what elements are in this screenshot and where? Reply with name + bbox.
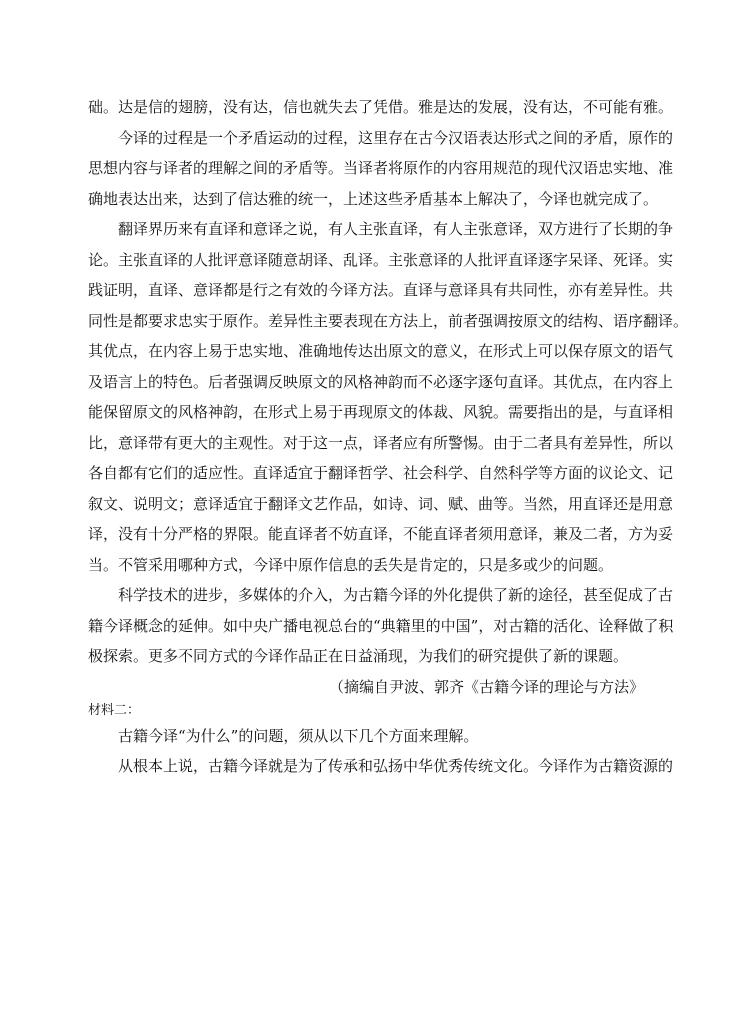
section-label: 材料二： bbox=[88, 702, 141, 718]
paragraph-line: 当。不管采用哪种方式，今译中原作信息的丢失是肯定的，只是多或少的问题。 bbox=[88, 555, 614, 574]
paragraph-line: 及语言上的特色。后者强调反映原文的风格神韵而不必逐字逐句直译。其优点，在内容上 bbox=[88, 372, 674, 391]
document-body bbox=[88, 96, 689, 786]
paragraph-line: 从根本上说，古籍今译就是为了传承和弘扬中华优秀传统文化。今译作为古籍资源的 bbox=[118, 757, 674, 775]
paragraph-line: 比，意译带有更大的主观性。对于这一点，译者应有所警惕。由于二者具有差异性，所以 bbox=[88, 433, 674, 452]
paragraph-line: 籍今译概念的延伸。如中央广播电视总台的“典籍里的中国”，对古籍的活化、诠释做了积 bbox=[88, 616, 674, 635]
paragraph-line: 论。主张直译的人批评意译随意胡译、乱译。主张意译的人批评直译逐字呆译、死译。实 bbox=[88, 250, 674, 269]
paragraph-line: 科学技术的进步，多媒体的介入，为古籍今译的外化提供了新的途径，甚至促成了古 bbox=[118, 586, 674, 604]
paragraph-line: 极探索。更多不同方式的今译作品正在日益涌现，为我们的研究提供了新的课题。 bbox=[88, 647, 629, 665]
paragraph-line: 古籍今译“为什么”的问题，须从以下几个方面来理解。 bbox=[118, 726, 479, 745]
paragraph-line: 践证明，直译、意译都是行之有效的今译方法。直译与意译具有共同性，亦有差异性。共 bbox=[88, 281, 674, 299]
paragraph-line: 能保留原文的风格神韵，在形式上易于再现原文的体裁、风貌。需要指出的是，与直译相 bbox=[88, 403, 674, 421]
paragraph-line: 础。达是信的翅膀，没有达，信也就失去了凭借。雅是达的发展，没有达，不可能有雅。 bbox=[88, 98, 674, 116]
paragraph-line: 译，没有十分严格的界限。能直译者不妨直译，不能直译者须用意译，兼及二者，方为妥 bbox=[88, 525, 674, 543]
paragraph-line: 叙文、说明文；意译适宜于翻译文艺作品，如诗、词、赋、曲等。当然，用直译还是用意 bbox=[88, 494, 674, 513]
source-citation: （摘编自尹波、郭齐《古籍今译的理论与方法》 bbox=[328, 677, 644, 696]
paragraph-line: 思想内容与译者的理解之间的矛盾等。当译者将原作的内容用规范的现代汉语忠实地、准 bbox=[88, 159, 674, 177]
paragraph-line: 同性是都要求忠实于原作。差异性主要表现在方法上，前者强调按原文的结构、语序翻译。 bbox=[88, 311, 689, 330]
paragraph-line: 确地表达出来，达到了信达雅的统一，上述这些矛盾基本上解决了，今译也就完成了。 bbox=[88, 189, 659, 208]
paragraph-line: 翻译界历来有直译和意译之说，有人主张直译，有人主张意译，双方进行了长期的争 bbox=[118, 220, 674, 238]
paragraph-line: 各自都有它们的适应性。直译适宜于翻译哲学、社会科学、自然科学等方面的议论文、记 bbox=[88, 464, 674, 482]
paragraph-line: 今译的过程是一个矛盾运动的过程，这里存在古今汉语表达形式之间的矛盾，原作的 bbox=[118, 128, 674, 147]
paragraph-line: 其优点，在内容上易于忠实地、准确地传达出原文的意义，在形式上可以保存原文的语气 bbox=[88, 342, 674, 360]
